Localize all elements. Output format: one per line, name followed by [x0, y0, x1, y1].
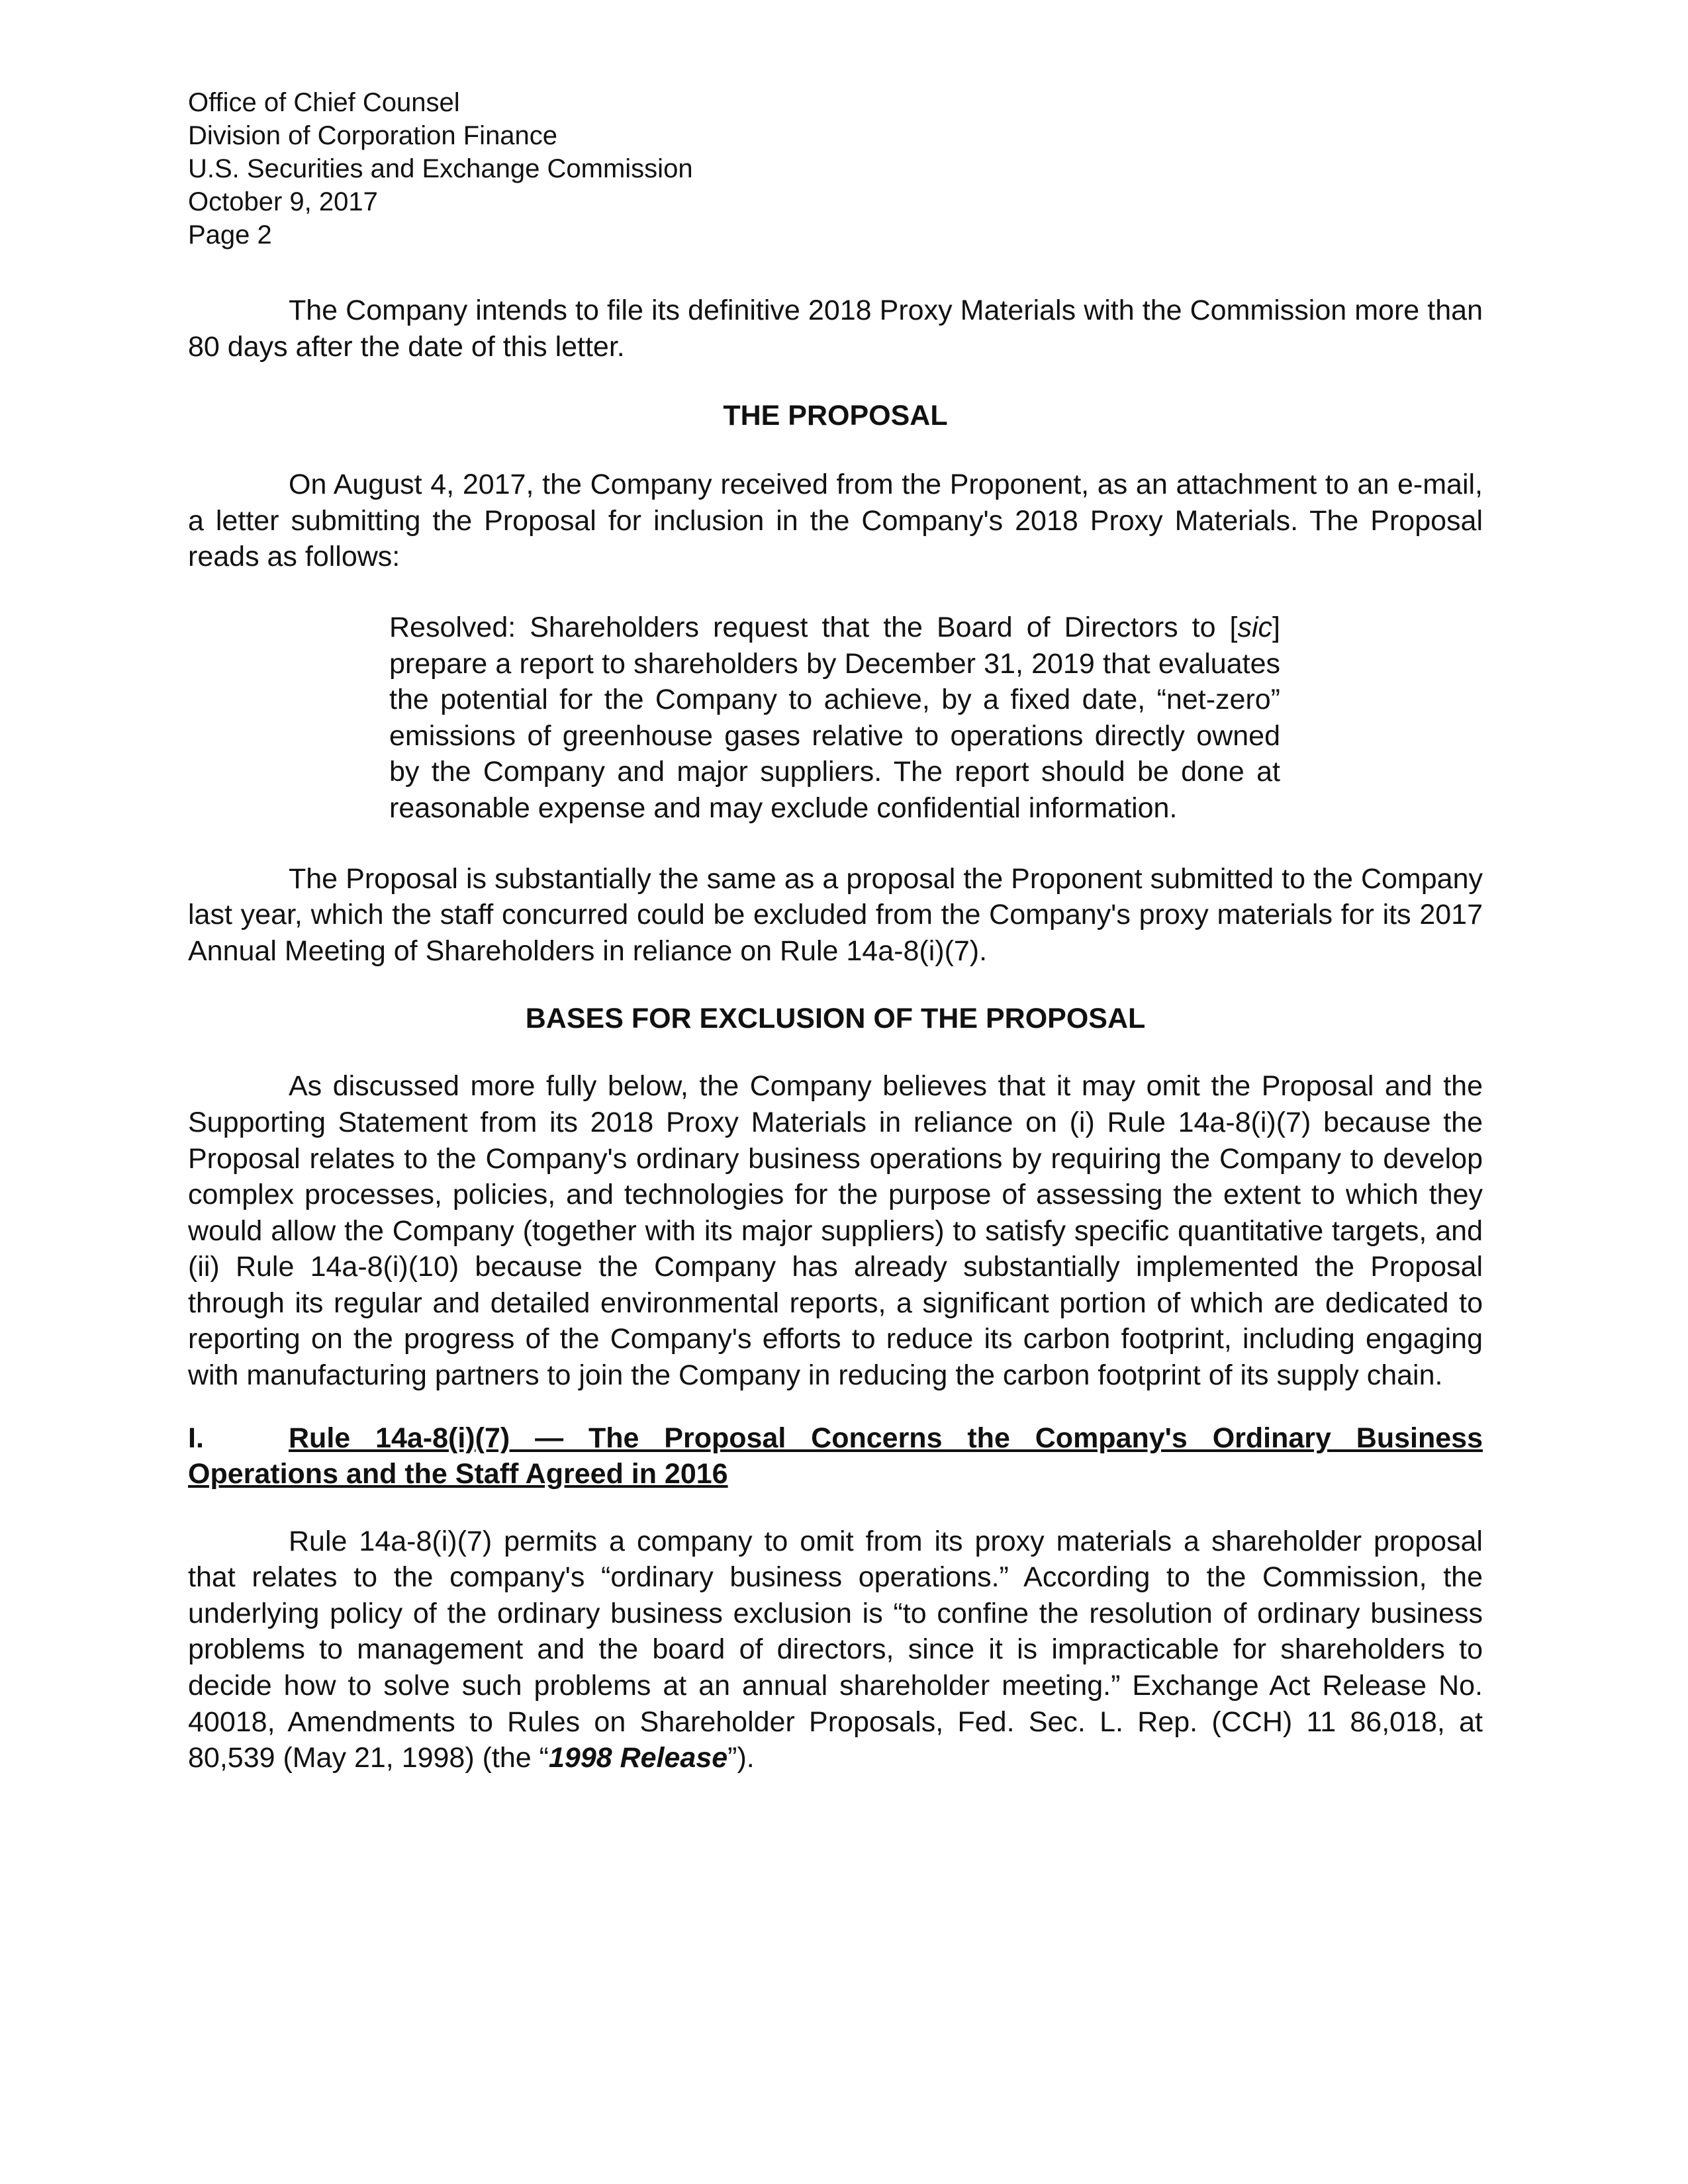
proposal-heading: THE PROPOSAL [723, 400, 948, 432]
header-date: October 9, 2017 [188, 187, 378, 216]
header-recipient-office: Office of Chief Counsel [188, 88, 460, 117]
rule-paragraph-closing: ”). [727, 1742, 755, 1774]
header-page-number: Page 2 [188, 220, 272, 250]
defined-term-1998-release: 1998 Release [548, 1742, 728, 1774]
bases-paragraph: As discussed more fully below, the Company believes that it may omit the Proposal and the Supporting Statement from its 2018 Proxy Materials in reliance on (i) Rule 14a-8(i)(7) because the Proposal relates to the Company's ordinary business operations by requiring the Company to develop complex processes, policies, and technologies for the purpose of assessing the extent to which they would allow the Company (together with its major suppliers) to satisfy specific quantitative targets, and (ii) Rule 14a-8(i)(10) because the Company has already substantially implemented the Proposal through its regular and detailed environmental reports, a significant portion of which are dedicated to reporting on the progress of the Company's efforts to reduce its carbon footprint, including engaging with manufacturing partners to join the Company in reducing the carbon footprint of its supply chain. [188, 1070, 1483, 1392]
intro-paragraph: The Company intends to file its definitive 2018 Proxy Materials with the Commission more than 80 days after the date of this letter. [188, 295, 1483, 363]
bases-heading: BASES FOR EXCLUSION OF THE PROPOSAL [525, 1003, 1146, 1035]
header-recipient-division: Division of Corporation Finance [188, 121, 558, 150]
section-1-heading [188, 1420, 1483, 1492]
section-1-number: I. [188, 1422, 204, 1454]
rule-paragraph-text: Rule 14a-8(i)(7) permits a company to omit from its proxy materials a shareholder proposal that relates to the company's “ordinary business operations.” According to the Commission, the underlying policy of the ordinary business exclusion is “to confine the resolution of ordinary business problems to management and the board of directors, since it is impracticable for shareholders to decide how to solve such problems at an annual shareholder meeting.” Exchange Act Release No. 40018, Amendments to Rules on Shareholder Proposals, Fed. Sec. L. Rep. (CCH) 11 86,018, at 80,539 (May 21, 1998) (the “ [188, 1525, 1483, 1774]
resolution-text-start: Resolved: Shareholders request that the Board of Directors to [ [389, 611, 1238, 643]
proposal-paragraph: On August 4, 2017, the Company received from the Proponent, as an attachment to an e-mail, a letter submitting the Proposal for inclusion in the Company's 2018 Proxy Materials. The Proposal reads as follows: [188, 469, 1483, 573]
resolution-text-end: ] prepare a report to shareholders by December 31, 2019 that evaluates the potential for the Company to achieve, by a fixed date, “net-zero” emissions of greenhouse gases relative to operations directly owned by the Company and major suppliers. The report should be done at reasonable expense and may exclude confidential information. [389, 611, 1280, 824]
resolution-quote [389, 610, 1280, 827]
rule-paragraph [188, 1524, 1483, 1776]
header-recipient-agency: U.S. Securities and Exchange Commission [188, 154, 693, 183]
resolution-sic: sic [1237, 611, 1273, 643]
section-1-title: Rule 14a-8(i)(7) — The Proposal Concerns the Company's Ordinary Business Operations and the Staff Agreed in 2016 [188, 1422, 1483, 1490]
same-proposal-paragraph: The Proposal is substantially the same as a proposal the Proponent submitted to the Company last year, which the staff concurred could be excluded from the Company's proxy materials for its 2017 Annual Meeting of Shareholders in reliance on Rule 14a-8(i)(7). [188, 862, 1483, 967]
letter-header [188, 86, 1483, 251]
letter-body [188, 86, 1483, 1776]
